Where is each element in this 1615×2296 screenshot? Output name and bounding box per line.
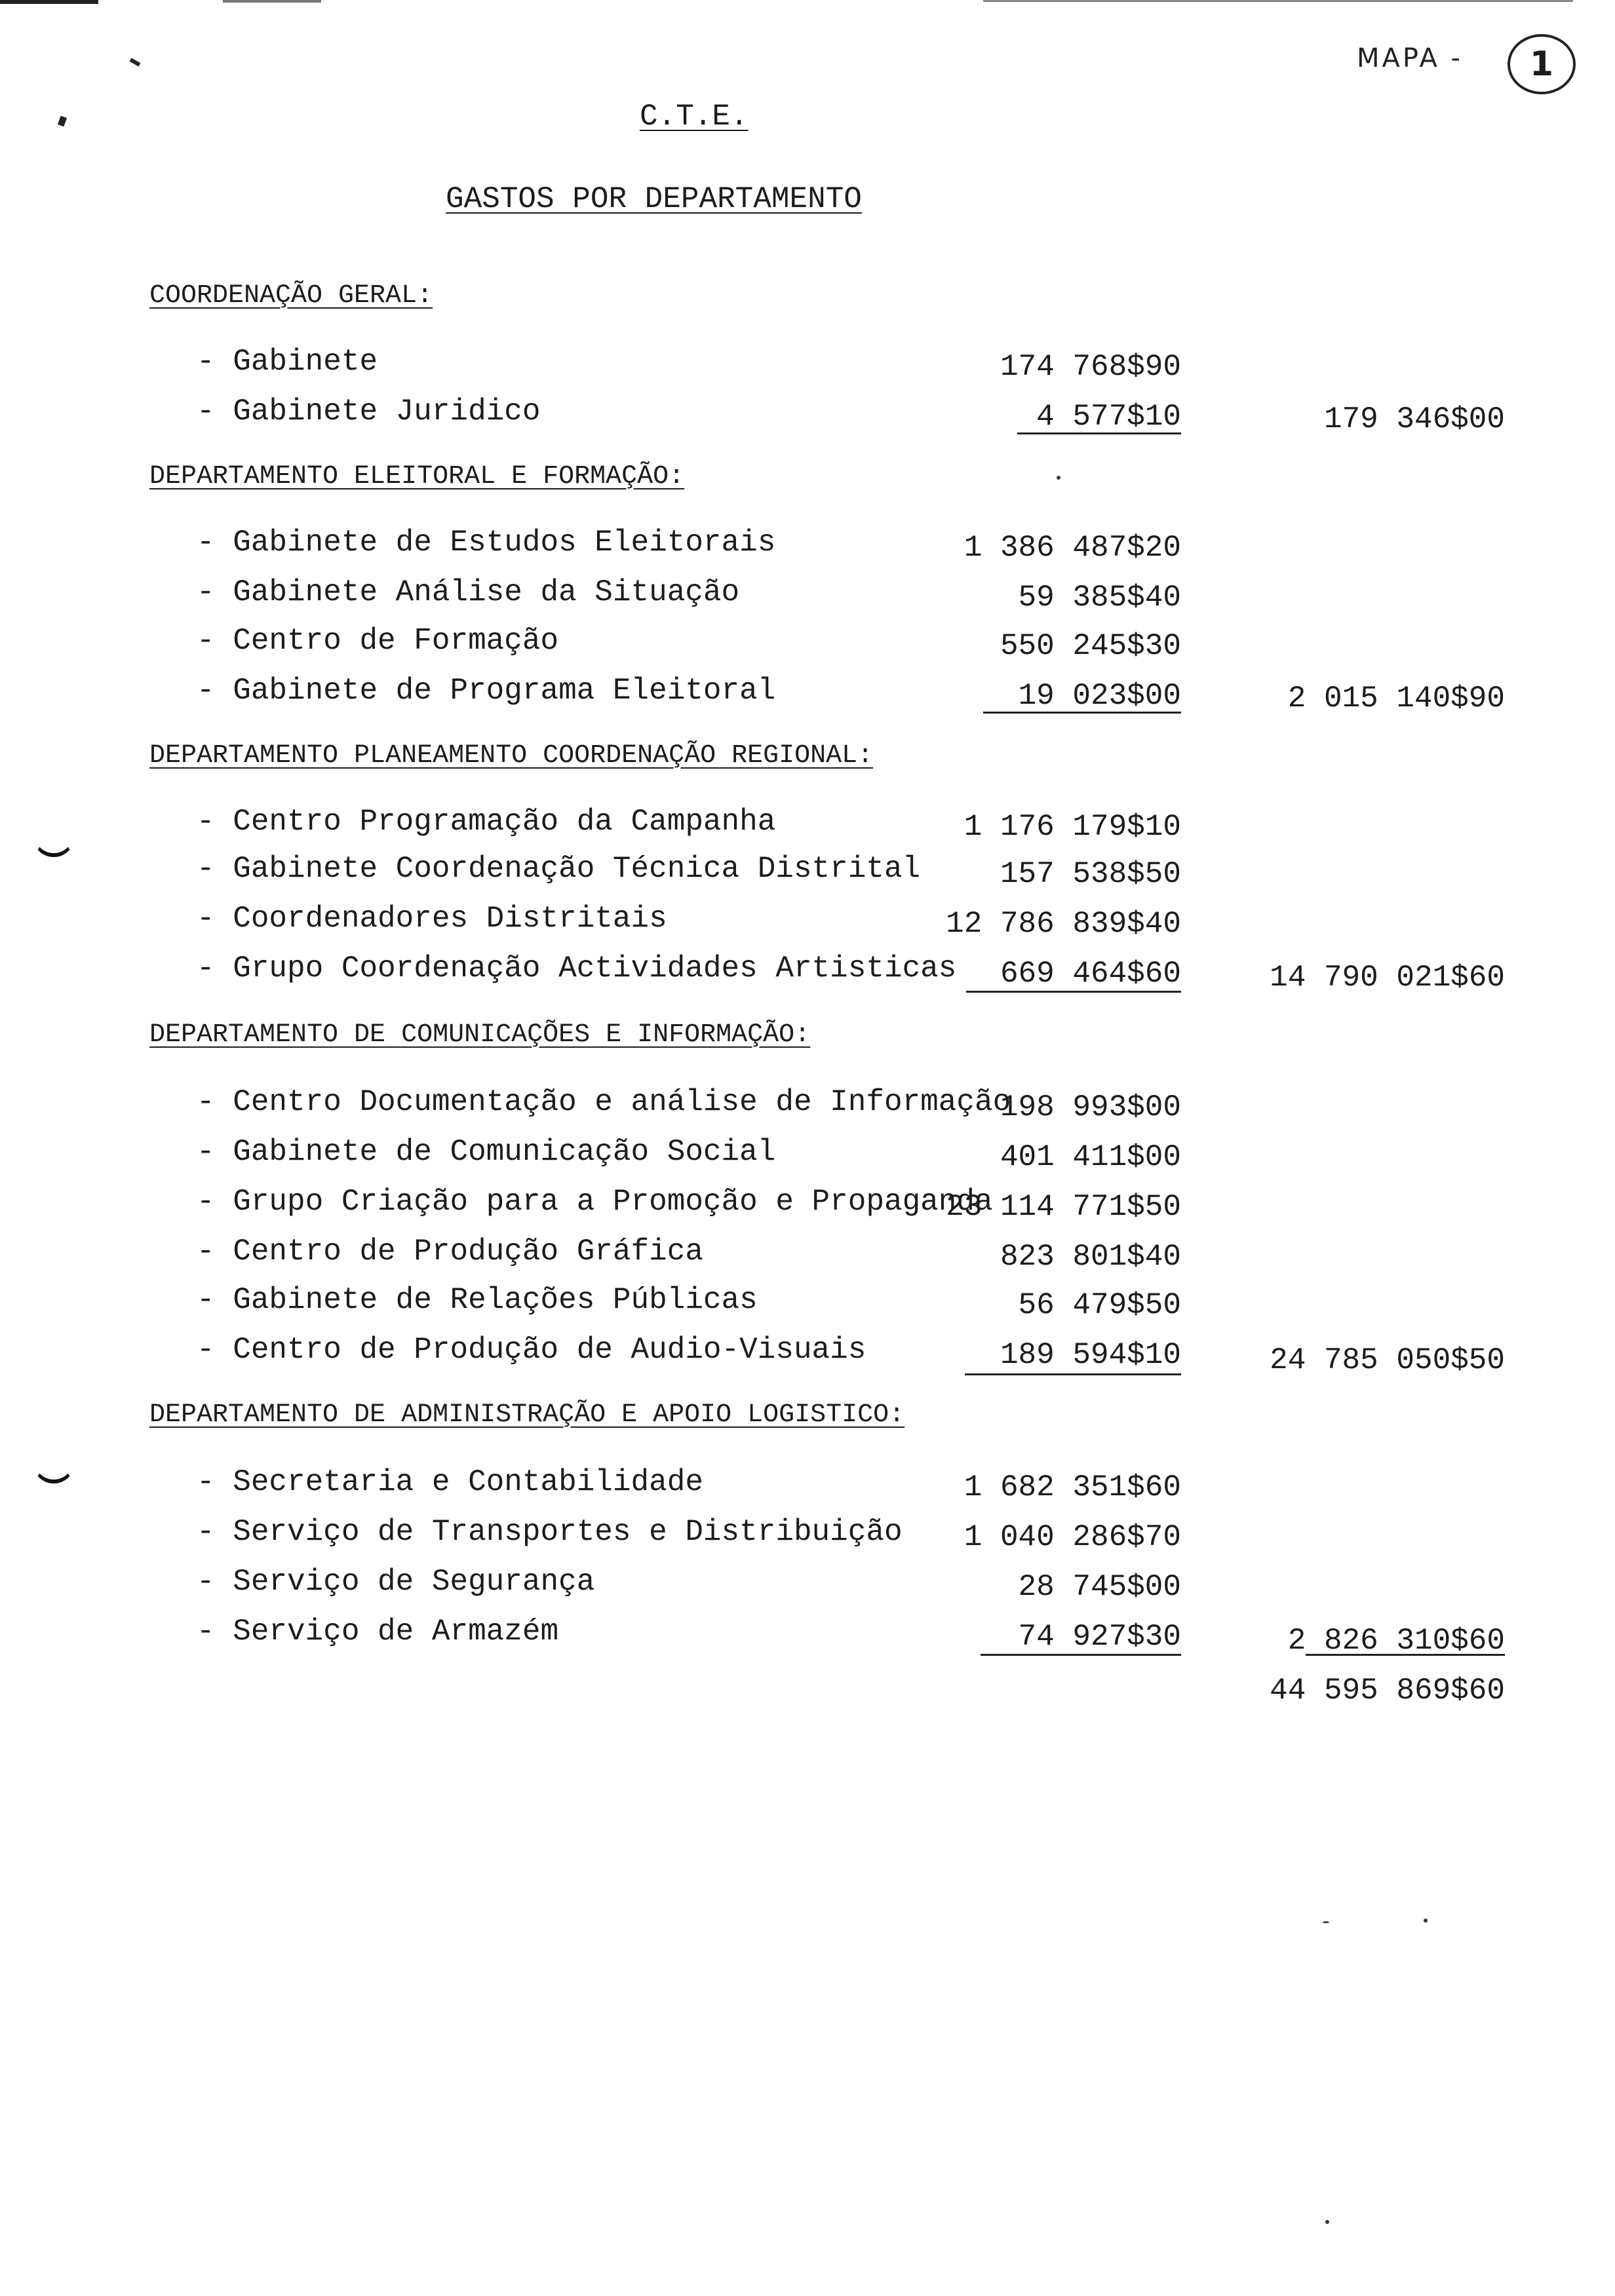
item-label: - Serviço de Transportes e Distribuição [197,1515,903,1549]
item-value: 12 786 839$40 [946,907,1181,941]
department-heading: DEPARTAMENTO PLANEAMENTO COORDENAÇÃO REGIONAL: [149,741,874,771]
scan-dot [1323,1921,1329,1923]
department-subtotal: 2 826 310$60 [1287,1624,1505,1658]
item-label: - Gabinete de Comunicação Social [197,1135,776,1169]
item-value: 1 040 286$70 [963,1520,1181,1554]
item-value: 4 577$10 [1036,400,1181,434]
item-label: - Gabinete [197,345,378,379]
subtotal-rule [966,991,1181,993]
page-title: GASTOS POR DEPARTAMENTO [446,182,862,216]
scan-dot [1057,476,1060,480]
item-label: - Gabinete de Relações Públicas [197,1283,758,1317]
item-label: - Grupo Criação para a Promoção e Propaganda [197,1185,993,1219]
item-value: 1 682 351$60 [963,1470,1181,1504]
item-label: - Gabinete Análise da Situação [197,575,740,609]
item-value: 823 801$40 [1000,1240,1181,1274]
item-value: 19 023$00 [1018,679,1181,713]
department-heading: COORDENAÇÃO GERAL: [149,281,433,311]
item-label: - Serviço de Armazém [197,1615,559,1649]
department-subtotal: 14 790 021$60 [1270,961,1505,995]
item-label: - Centro Programação da Campanha [197,805,776,839]
department-heading: DEPARTAMENTO DE ADMINISTRAÇÃO E APOIO LOGISTICO: [149,1400,905,1430]
scan-tick [130,58,141,66]
department-heading: DEPARTAMENTO ELEITORAL E FORMAÇÃO: [149,462,685,491]
corner-mark-upper [33,827,75,857]
item-value: 669 464$60 [1000,957,1181,991]
scan-mark-top-center [223,0,321,3]
item-value: 401 411$00 [1000,1140,1181,1174]
handwritten-label: MAPA - [1357,43,1463,73]
subtotal-rule [1017,432,1181,434]
scan-dot [1325,2220,1329,2224]
item-label: - Gabinete Juridico [197,394,541,429]
item-label: - Serviço de Segurança [197,1565,595,1599]
item-value: 189 594$10 [1000,1338,1181,1372]
item-value: 56 479$50 [1018,1288,1181,1322]
item-label: - Secretaria e Contabilidade [197,1465,703,1499]
item-value: 74 927$30 [1018,1620,1181,1654]
grand-total: 44 595 869$60 [1270,1674,1505,1708]
item-value: 198 993$00 [1000,1090,1181,1124]
item-label: - Gabinete de Programa Eleitoral [197,674,776,708]
item-value: 157 538$50 [1000,857,1181,891]
subtotal-rule [981,1654,1181,1656]
scan-mark-top-left [0,0,98,4]
grand-total-rule [1306,1654,1505,1656]
item-label: - Centro Documentação e análise de Informação [197,1085,1011,1119]
item-value: 23 114 771$50 [946,1190,1181,1224]
item-value: 1 176 179$10 [963,810,1181,844]
org-heading: C.T.E. [640,100,749,134]
item-label: - Centro de Produção Gráfica [197,1234,703,1269]
item-label: - Gabinete de Estudos Eleitorais [197,526,776,560]
subtotal-rule [965,1373,1181,1375]
item-label: - Grupo Coordenação Actividades Artisticas [197,951,957,985]
page-number: 1 [1529,45,1554,84]
scan-mark-top-right [983,0,1573,2]
item-value: 1 386 487$20 [963,531,1181,565]
scan-tick [58,116,67,127]
corner-mark-lower [33,1453,75,1483]
department-subtotal: 2 015 140$90 [1287,681,1505,716]
item-value: 59 385$40 [1018,581,1181,615]
department-subtotal: 179 346$00 [1323,402,1505,436]
item-value: 550 245$30 [1000,629,1181,663]
item-label: - Gabinete Coordenação Técnica Distrital [197,852,921,886]
item-value: 174 768$90 [1000,350,1181,384]
department-heading: DEPARTAMENTO DE COMUNICAÇÕES E INFORMAÇÃO: [149,1020,811,1050]
page-number-circle [1508,34,1576,94]
item-label: - Centro de Produção de Audio-Visuais [197,1333,866,1367]
department-subtotal: 24 785 050$50 [1270,1343,1505,1377]
scan-dot [1424,1919,1428,1923]
item-label: - Centro de Formação [197,624,559,658]
subtotal-rule [983,712,1181,714]
item-label: - Coordenadores Distritais [197,902,667,936]
item-value: 28 745$00 [1018,1570,1181,1604]
